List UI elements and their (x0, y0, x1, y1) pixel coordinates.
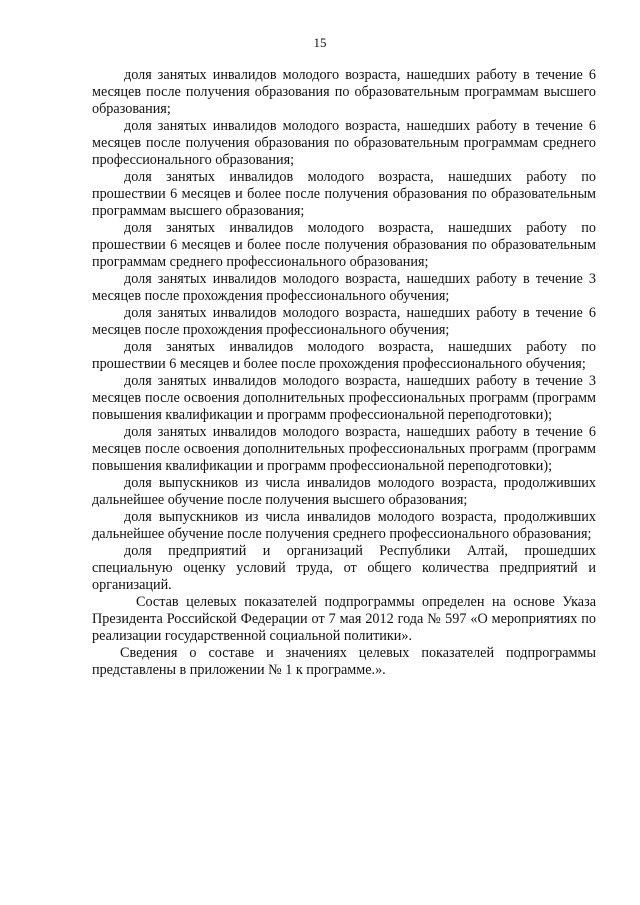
paragraph: доля занятых инвалидов молодого возраста, нашедших работу по прошествии 6 месяцев и более после прохождения профессионального обучения; (92, 339, 596, 372)
paragraph: доля выпускников из числа инвалидов молодого возраста, продолживших дальнейшее обучение после получения высшего образования; (92, 475, 596, 508)
paragraph: доля занятых инвалидов молодого возраста, нашедших работу в течение 6 месяцев после освоения дополнительных профессиональных программ (программ повышения квалификации и программ профессиональной переподготовки); (92, 424, 596, 474)
paragraph: доля занятых инвалидов молодого возраста, нашедших работу в течение 6 месяцев после получения образования по образовательным программам высшего образования; (92, 67, 596, 117)
paragraph: доля занятых инвалидов молодого возраста, нашедших работу в течение 3 месяцев после освоения дополнительных профессиональных программ (программ повышения квалификации и программ профессиональной переподготовки); (92, 373, 596, 423)
paragraph: Состав целевых показателей подпрограммы определен на основе Указа Президента Российской Федерации от 7 мая 2012 года № 597 «О мероприятиях по реализации государственной социальной политики». (92, 594, 596, 644)
paragraph: Сведения о составе и значениях целевых показателей подпрограммы представлены в приложении № 1 к программе.». (92, 645, 596, 678)
paragraph: доля занятых инвалидов молодого возраста, нашедших работу в течение 6 месяцев после прохождения профессионального обучения; (92, 305, 596, 338)
paragraph: доля предприятий и организаций Республики Алтай, прошедших специальную оценку условий труда, от общего количества предприятий и организаций. (92, 543, 596, 593)
page-body (92, 67, 596, 679)
page-number: 15 (313, 35, 327, 50)
paragraph: доля занятых инвалидов молодого возраста, нашедших работу в течение 6 месяцев после получения образования по образовательным программам среднего профессионального образования; (92, 118, 596, 168)
paragraph: доля выпускников из числа инвалидов молодого возраста, продолживших дальнейшее обучение после получения среднего профессионального образования; (92, 509, 596, 542)
paragraph: доля занятых инвалидов молодого возраста, нашедших работу по прошествии 6 месяцев и более после получения образования по образовательным программам высшего образования; (92, 169, 596, 219)
paragraph: доля занятых инвалидов молодого возраста, нашедших работу в течение 3 месяцев после прохождения профессионального обучения; (92, 271, 596, 304)
paragraph: доля занятых инвалидов молодого возраста, нашедших работу по прошествии 6 месяцев и более после получения образования по образовательным программам среднего профессионального образования; (92, 220, 596, 270)
